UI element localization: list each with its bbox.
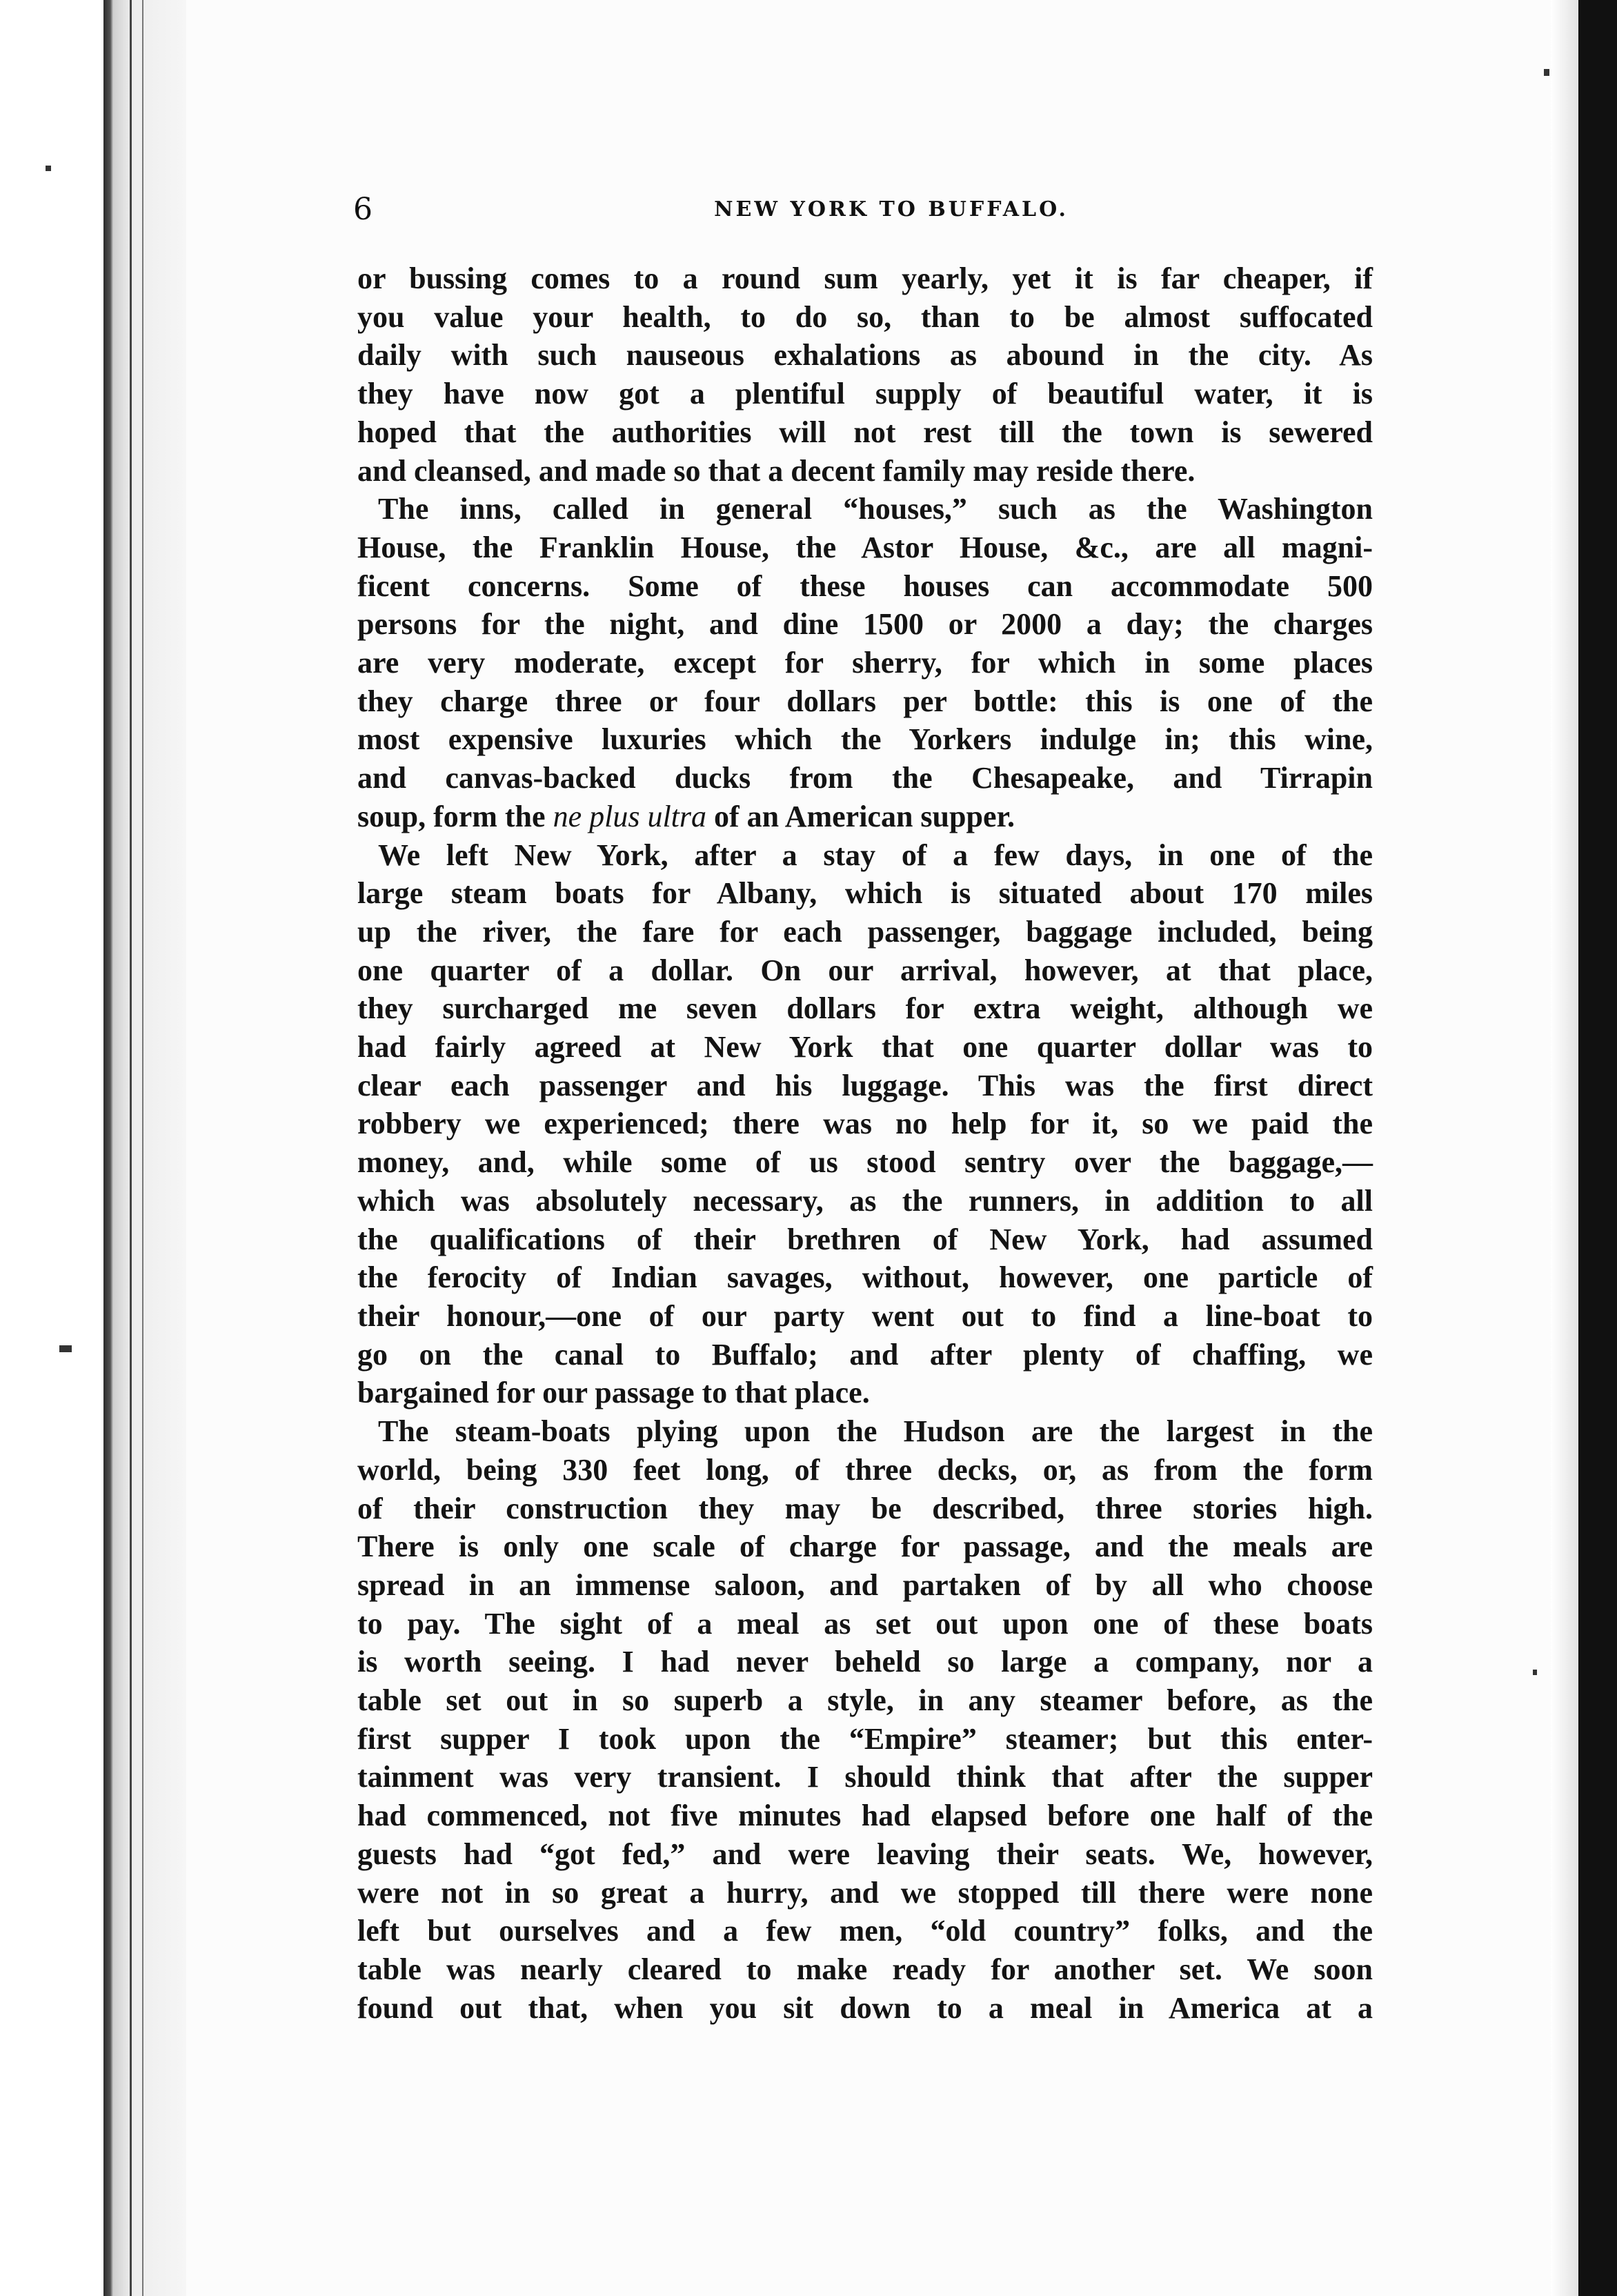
- page-number: 6: [353, 192, 373, 227]
- book-gutter: [103, 0, 186, 2296]
- gutter-rule: [142, 0, 143, 2296]
- text-line: The inns, called in general “houses,” such as the Washington: [378, 492, 1373, 526]
- scan-speck: [1544, 69, 1549, 76]
- text-line: and canvas-backed ducks from the Chesapeake, and Tirrapin: [357, 761, 1373, 795]
- text-line: tainment was very transient. I should think that after the supper: [357, 1760, 1373, 1794]
- text-line: or bussing comes to a round sum yearly, yet it is far cheaper, if: [357, 261, 1373, 295]
- text-line: they charge three or four dollars per bottle: this is one of the: [357, 684, 1373, 718]
- text-line: bargained for our passage to that place.: [357, 1376, 870, 1410]
- text-line: they have now got a plentiful supply of beautiful water, it is: [357, 377, 1373, 411]
- text-line: is worth seeing. I had never beheld so large a company, nor a: [357, 1645, 1373, 1679]
- text-line: you value your health, to do so, than to be almost suffocated: [357, 299, 1373, 334]
- facing-page-edge: [1578, 0, 1617, 2296]
- page-edge-shadow: [1551, 0, 1578, 2296]
- text-line: which was absolutely necessary, as the runners, in addition to all: [357, 1183, 1373, 1218]
- running-head: NEW YORK TO BUFFALO.: [714, 197, 1069, 221]
- text-line: daily with such nauseous exhalations as abound in the city. As: [357, 338, 1373, 373]
- text-line: the ferocity of Indian savages, without, however, one particle of: [357, 1260, 1373, 1295]
- text-line: table was nearly cleared to make ready for another set. We soon: [357, 1952, 1373, 1986]
- text-line: had commenced, not five minutes had elapsed before one half of the: [357, 1799, 1373, 1833]
- text-line: left but ourselves and a few men, “old country” folks, and the: [357, 1914, 1373, 1948]
- text-line: clear each passenger and his luggage. This was the first direct: [357, 1068, 1373, 1102]
- text-line: were not in so great a hurry, and we stopped till there were none: [357, 1875, 1373, 1910]
- text-line: hoped that the authorities will not rest till the town is sewered: [357, 415, 1373, 449]
- page-header: [353, 192, 1429, 233]
- scan-speck: [59, 1345, 72, 1352]
- text-line: There is only one scale of charge for passage, and the meals are: [357, 1530, 1373, 1564]
- text-line: soup, form the ne plus ultra of an American supper.: [357, 799, 1015, 833]
- text-line: guests had “got fed,” and were leaving their seats. We, however,: [357, 1837, 1373, 1871]
- body-text: [357, 259, 1373, 2027]
- text-line: world, being 330 feet long, of three decks, or, as from the form: [357, 1452, 1373, 1487]
- text-line: had fairly agreed at New York that one quarter dollar was to: [357, 1030, 1373, 1065]
- text-line: table set out in so superb a style, in any steamer before, as the: [357, 1683, 1373, 1718]
- gutter-rule: [130, 0, 132, 2296]
- text-line: found out that, when you sit down to a meal in America at a: [357, 1990, 1373, 2025]
- text-line: The steam-boats plying upon the Hudson are the largest in the: [378, 1414, 1373, 1449]
- text-line: money, and, while some of us stood sentry over the baggage,—: [357, 1145, 1373, 1180]
- text-line: up the river, the fare for each passenger, baggage included, being: [357, 914, 1373, 949]
- scan-speck: [1533, 1670, 1537, 1675]
- text-line: are very moderate, except for sherry, for which in some places: [357, 646, 1373, 680]
- text-line: go on the canal to Buffalo; and after plenty of chaffing, we: [357, 1337, 1373, 1372]
- text-line: they surcharged me seven dollars for extra weight, although we: [357, 991, 1373, 1026]
- text-line: the qualifications of their brethren of New York, had assumed: [357, 1222, 1373, 1256]
- italic-phrase: ne plus ultra: [553, 799, 707, 833]
- text-line: and cleansed, and made so that a decent family may reside there.: [357, 453, 1196, 488]
- text-line: House, the Franklin House, the Astor House, &c., are all magni-: [357, 530, 1373, 564]
- text-line: persons for the night, and dine 1500 or 2000 a day; the charges: [357, 607, 1373, 642]
- text-line: of their construction they may be described, three stories high.: [357, 1491, 1373, 1525]
- text-line: ficent concerns. Some of these houses can accommodate 500: [357, 568, 1373, 603]
- text-line: first supper I took upon the “Empire” steamer; but this enter-: [357, 1721, 1373, 1756]
- text-line: most expensive luxuries which the Yorkers indulge in; this wine,: [357, 722, 1373, 757]
- text-line: large steam boats for Albany, which is situated about 170 miles: [357, 876, 1373, 911]
- text-line: their honour,—one of our party went out to find a line-boat to: [357, 1298, 1373, 1333]
- text-line: robbery we experienced; there was no help for it, so we paid the: [357, 1107, 1373, 1141]
- text-line: one quarter of a dollar. On our arrival, however, at that place,: [357, 953, 1373, 987]
- text-line: to pay. The sight of a meal as set out upon one of these boats: [357, 1606, 1373, 1641]
- scan-speck: [46, 166, 51, 171]
- text-line: We left New York, after a stay of a few days, in one of the: [378, 838, 1373, 872]
- text-line: spread in an immense saloon, and partaken of by all who choose: [357, 1567, 1373, 1602]
